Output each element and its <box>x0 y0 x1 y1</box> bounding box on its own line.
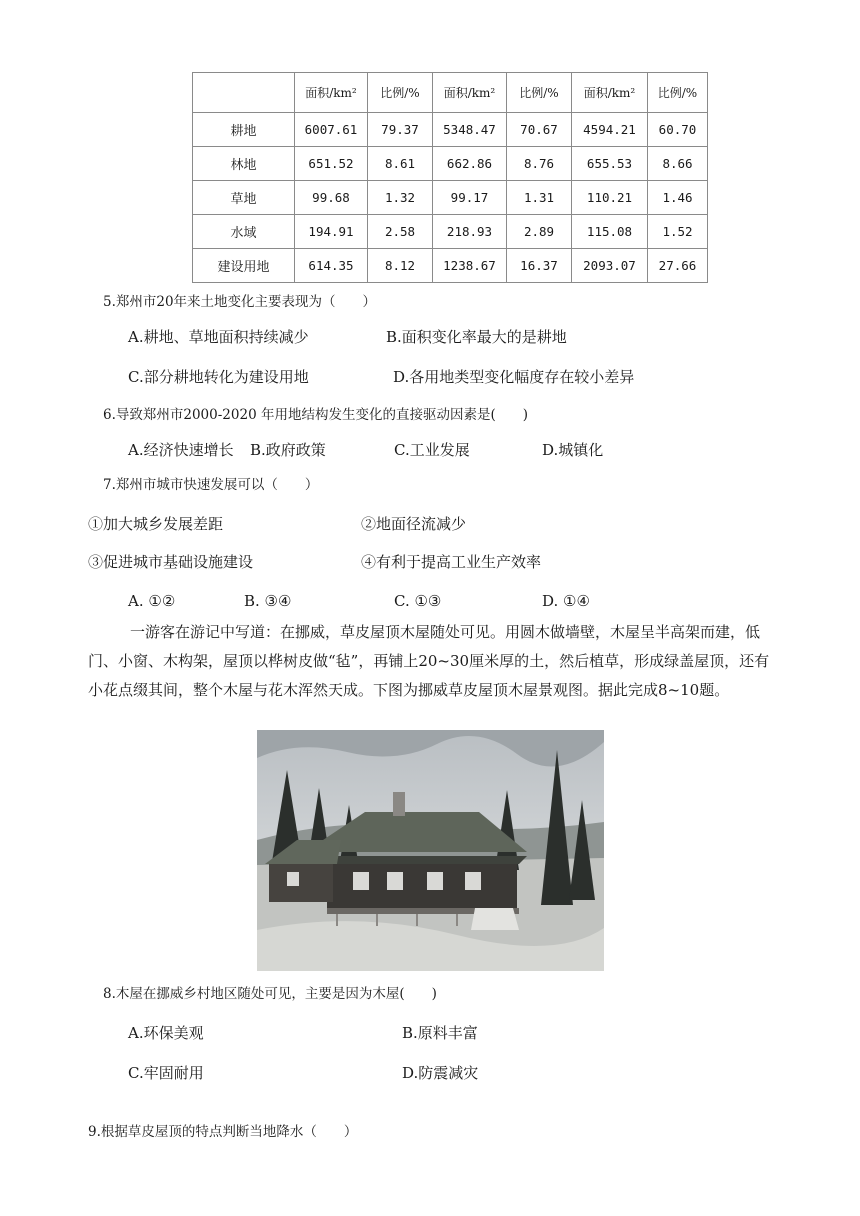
table-header-cell: 面积/km² <box>433 73 507 113</box>
table-header-cell: 面积/km² <box>572 73 648 113</box>
question-6-option-d: D.城镇化 <box>542 441 604 459</box>
table-cell: 4594.21 <box>572 113 648 147</box>
table-cell: 5348.47 <box>433 113 507 147</box>
table-cell: 2.89 <box>507 215 572 249</box>
table-header-row <box>193 73 708 113</box>
table-cell: 614.35 <box>295 249 368 283</box>
question-7-statement-3: ③促进城市基础设施建设 <box>88 553 254 571</box>
question-7-option-c: C. ①③ <box>394 592 442 610</box>
row-label: 水域 <box>193 215 295 249</box>
question-7-statement-1: ①加大城乡发展差距 <box>88 515 224 533</box>
question-7-option-a: A. ①② <box>128 592 176 610</box>
table-cell: 99.68 <box>295 181 368 215</box>
table-cell: 6007.61 <box>295 113 368 147</box>
question-8-option-a: A.环保美观 <box>128 1024 204 1042</box>
table-header-cell: 面积/km² <box>295 73 368 113</box>
cabin-photo <box>257 730 604 971</box>
reading-passage: 一游客在游记中写道：在挪威，草皮屋顶木屋随处可见。用圆木做墙壁，木屋呈半高架而建，低门、小窗、木构架，屋顶以桦树皮做“毡”，再铺上20~30厘米厚的土，然后植草，形成绿盖屋顶，还有小花点缀其间，整个木屋与花木浑然天成。下图为挪威草皮屋顶木屋景观图。据此完成8~10题。 <box>88 623 770 699</box>
table-cell: 1.52 <box>648 215 708 249</box>
row-label: 建设用地 <box>193 249 295 283</box>
table-cell: 2.58 <box>368 215 433 249</box>
table-row <box>193 215 708 249</box>
question-9-stem: 9.根据草皮屋顶的特点判断当地降水（ ） <box>88 1124 358 1140</box>
question-5-stem: 5.郑州市20年来土地变化主要表现为（ ） <box>103 294 377 310</box>
table-row <box>193 113 708 147</box>
table-row <box>193 249 708 283</box>
table-row <box>193 181 708 215</box>
table-cell: 1.31 <box>507 181 572 215</box>
table-cell: 27.66 <box>648 249 708 283</box>
question-5-option-d: D.各用地类型变化幅度存在较小差异 <box>393 368 635 386</box>
question-6-option-b: B.政府政策 <box>250 441 326 459</box>
question-6-stem: 6.导致郑州市2000-2020 年用地结构发生变化的直接驱动因素是( ) <box>103 407 528 423</box>
table-cell: 70.67 <box>507 113 572 147</box>
question-8-option-b: B.原料丰富 <box>402 1024 478 1042</box>
table-header-cell: 比例/% <box>507 73 572 113</box>
table-cell: 8.61 <box>368 147 433 181</box>
table-cell: 1.32 <box>368 181 433 215</box>
row-label: 耕地 <box>193 113 295 147</box>
table-cell: 2093.07 <box>572 249 648 283</box>
table-header-cell: 比例/% <box>368 73 433 113</box>
table-cell: 60.70 <box>648 113 708 147</box>
question-5-option-c: C.部分耕地转化为建设用地 <box>128 368 309 386</box>
table-cell: 662.86 <box>433 147 507 181</box>
land-use-table <box>192 72 708 283</box>
table-header-cell <box>193 73 295 113</box>
question-8-option-c: C.牢固耐用 <box>128 1064 204 1082</box>
row-label: 林地 <box>193 147 295 181</box>
table-cell: 79.37 <box>368 113 433 147</box>
table-cell: 99.17 <box>433 181 507 215</box>
question-8-stem: 8.木屋在挪威乡村地区随处可见，主要是因为木屋( ) <box>103 986 437 1002</box>
table-cell: 655.53 <box>572 147 648 181</box>
table-row <box>193 147 708 181</box>
question-6-option-c: C.工业发展 <box>394 441 470 459</box>
question-7-stem: 7.郑州市城市快速发展可以（ ） <box>103 477 319 493</box>
table-cell: 115.08 <box>572 215 648 249</box>
question-6-option-a: A.经济快速增长 <box>128 441 234 459</box>
question-8-option-d: D.防震减灾 <box>402 1064 479 1082</box>
table-cell: 8.66 <box>648 147 708 181</box>
question-7-statement-2: ②地面径流减少 <box>361 515 467 533</box>
table-cell: 8.76 <box>507 147 572 181</box>
row-label: 草地 <box>193 181 295 215</box>
table-cell: 1.46 <box>648 181 708 215</box>
question-7-option-b: B. ③④ <box>244 592 292 610</box>
table-cell: 218.93 <box>433 215 507 249</box>
table-header-cell: 比例/% <box>648 73 708 113</box>
question-5-option-b: B.面积变化率最大的是耕地 <box>386 328 567 346</box>
table-cell: 651.52 <box>295 147 368 181</box>
table-cell: 1238.67 <box>433 249 507 283</box>
question-7-option-d: D. ①④ <box>542 592 590 610</box>
question-5-option-a: A.耕地、草地面积持续减少 <box>128 328 309 346</box>
question-7-statement-4: ④有利于提高工业生产效率 <box>361 553 542 571</box>
table-cell: 110.21 <box>572 181 648 215</box>
table-cell: 8.12 <box>368 249 433 283</box>
table-cell: 194.91 <box>295 215 368 249</box>
table-cell: 16.37 <box>507 249 572 283</box>
